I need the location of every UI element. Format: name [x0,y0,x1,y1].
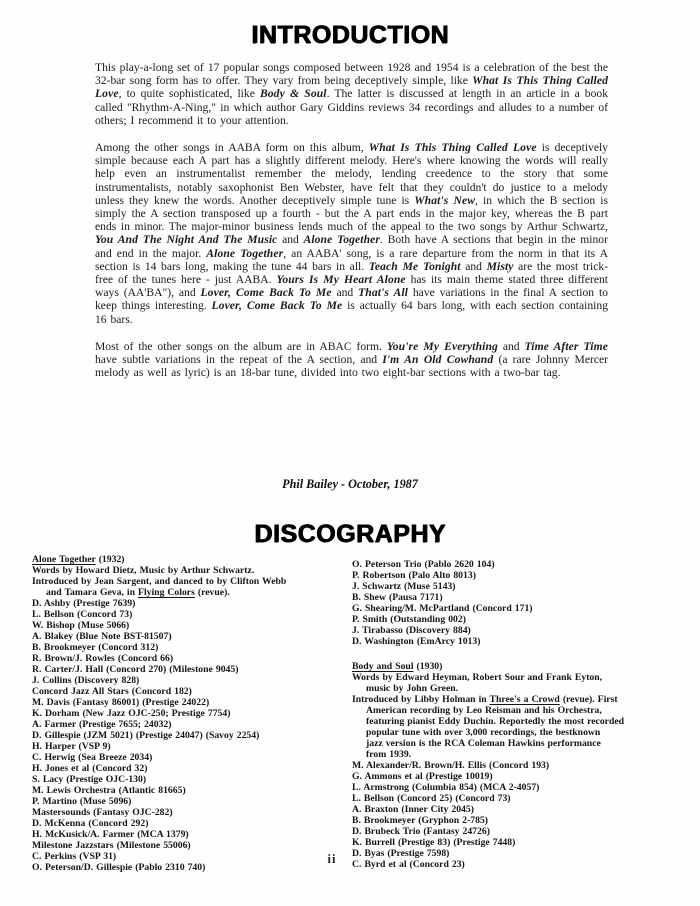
discography-entry: R. Brown/J. Rowles (Concord 66) [32,653,174,664]
song-title: That's All [358,286,408,300]
discography-entry: C. Herwig (Sea Breeze 2034) [32,752,153,763]
text-run: have variations in the final A section to keep things interesting. [95,286,608,313]
discography-entry: H. Harper (VSP 9) [32,741,111,752]
song-title: I'm An Old Cowhand [382,353,494,367]
text-run: popular tune with over 3,000 recordings, the bestknown [366,727,601,738]
text-run: from 1939. [366,749,412,760]
intro-paragraph [95,340,608,380]
section-spacer [352,647,674,661]
text-run: (1930) [413,661,443,672]
discography-entry: J. Schwartz (Muse 5143) [352,581,456,592]
text-run: , to quite sophisticated, like [118,87,260,101]
text-run: and Tamara Geva, in [46,587,139,598]
text-run: (revue). [194,587,230,598]
page-number: ii [327,852,337,866]
text-run: (revue). First [559,694,618,705]
text-run: American recording by Leo Reisman and his Orchestra, [366,705,602,716]
text-run: Among the other songs in AABA form on this album, [95,141,369,155]
text-run: Introduced by Libby Holman in [352,694,490,705]
discography-entry: D. Gillespie (JZM 5021) (Prestige 24047) (Savoy 2254) [32,730,260,741]
text-run: Words by Howard Dietz, Music by Arthur Schwartz. [32,565,255,576]
text-run: (1932) [95,554,125,565]
song-title: Alone Together [206,246,284,260]
discography-entry: L. Bellson (Concord 25) (Concord 73) [352,793,511,804]
song-title: Time After Time [524,339,608,353]
text-run: has its main theme stated three different ways (AA'BA"), and [95,273,609,300]
song-title: Yours Is My Heart Alone [276,273,406,287]
credit-line [352,749,674,760]
song-title: You're My Everything [386,339,498,353]
text-run: is deceptively simple because each A part has a slightly different melody. Here's where knowing the words will really help even an instrumentalist remember the melody, lending creedence to the story that some instrumentalists, notably saxophonist Ben Webster, have felt that they couldn't do justice to a melody unless they knew the words. Another deceptively simple tune is [95,141,608,207]
discography-entry: M. Alexander/R. Brown/H. Ellis (Concord 193) [352,760,550,771]
attribution-line: Phil Bailey - October, 1987 [282,477,418,491]
discography-entry: A. Braxton (Inner City 2045) [352,804,474,815]
discography-entry: B. Shew (Pausa 7171) [352,592,443,603]
discography-column-left [32,554,354,873]
text-run: music by John Green. [366,683,459,694]
intro-paragraph [95,141,608,326]
discography-entry: R. Carter/J. Hall (Concord 270) (Milestone 9045) [32,664,239,675]
discography-title: DISCOGRAPHY [254,520,446,548]
discography-entry: B. Brookmeyer (Concord 312) [32,642,159,653]
song-title: What Is This Thing Called Love [95,74,608,101]
discography-entry: H. McKusick/A. Farmer (MCA 1379) [32,829,189,840]
discography-entry: S. Lacy (Prestige OJC-130) [32,774,147,785]
discography-entry: M. Lewis Orchestra (Atlantic 81665) [32,785,186,796]
text-run: is actually 64 bars long, with each section containing 16 bars. [95,299,608,326]
discography-column-right [352,559,674,870]
underlined-title: Alone Together [32,554,96,565]
text-run: are the most trick-free of the tunes here - just AABA. [95,259,608,287]
discography-entry: Mastersounds (Fantasy OJC-282) [32,807,173,818]
discography-entry: W. Bishop (Muse 5066) [32,620,130,631]
credit-line [32,576,354,587]
discography-entry: O. Peterson Trio (Pablo 2620 104) [352,559,495,570]
discography-entry: L. Armstrong (Columbia 854) (MCA 2-4057) [352,782,540,793]
song-section-heading [32,554,354,565]
song-title: Misty [486,259,514,273]
discography-entry: Concord Jazz All Stars (Concord 182) [32,686,192,697]
discography-entry: P. Smith (Outstanding 002) [352,614,466,625]
text-run: This play-a-long set of 17 popular songs composed between 1928 and 1954 is a celebration of the best the 32-bar song form has to offer. They vary from being deceptively simple, like [95,61,608,88]
credit-line [352,738,674,749]
discography-entry: B. Brookmeyer (Gryphon 2-785) [352,815,488,826]
text-run: Introduced by Jean Sargent, and danced to by Clifton Webb [32,576,287,587]
discography-entry: O. Peterson/D. Gillespie (Pablo 2310 740) [32,862,206,873]
discography-entry: D. Ashby (Prestige 7639) [32,598,136,609]
text-run: (a rare Johnny Mercer melody as well as lyric) is an 18-bar tune, divided into two eight-bar sections with a two-bar tag. [95,353,608,380]
discography-entry: G. Ammons et al (Prestige 10019) [352,771,493,782]
credit-line [352,694,674,705]
song-title: What Is This Thing Called Love [368,141,537,155]
text-run: . The latter is discussed at length in an article in a book called "Rhythm-A-Ning," in which author Gary Giddins reviews 34 recordings and alludes to a number of others; I recommend it to your attention. [95,87,608,127]
discography-entry: D. Washington (EmArcy 1013) [352,636,481,647]
introduction-title: INTRODUCTION [251,21,449,49]
discography-entry: D. Brubeck Trio (Fantasy 24726) [352,826,490,837]
underlined-title: Three's a Crowd [489,694,560,705]
song-title: Alone Together [303,233,381,247]
song-title: You And The Night And The Music [95,233,278,247]
discography-entry: A. Farmer (Prestige 7655; 24032) [32,719,172,730]
text-run: and [331,286,359,300]
discography-entry: M. Davis (Fantasy 86001) (Prestige 24022) [32,697,210,708]
credit-line [352,716,674,727]
text-run: and [277,233,304,247]
discography-entry: C. Perkins (VSP 31) [32,851,117,862]
discography-entry: C. Byrd et al (Concord 23) [352,859,465,870]
song-title: Lover, Come Back To Me [200,286,332,300]
introduction-body [95,61,608,393]
underlined-title: Body and Soul [352,661,414,672]
discography-entry: L. Bellson (Concord 73) [32,609,133,620]
text-run: Words by Edward Heyman, Robert Sour and Frank Eyton, [352,672,603,683]
discography-entry: Milestone Jazzstars (Milestone 55006) [32,840,191,851]
text-run: , in which the B section is simply the A section transposed up a fourth - but the A part ends in the major key, whereas the B part ends in minor. The major-minor business lends much of the appeal to the two songs by Arthur Schwartz, [95,193,608,234]
credit-line [352,705,674,716]
text-run: Most of the other songs on the album are in ABAC form. [95,339,387,353]
song-section-heading [352,661,674,672]
underlined-title: Flying Colors [138,587,195,598]
credit-line [352,683,674,694]
discography-entry: H. Jones et al (Concord 32) [32,763,148,774]
text-run: and [460,259,487,273]
discography-entry: D. McKenna (Concord 292) [32,818,149,829]
text-run: have subtle variations in the repeat of the A section, and [95,353,383,367]
text-run: jazz version is the RCA Coleman Hawkins performance [366,738,601,749]
credit-line [352,727,674,738]
discography-entry: P. Martino (Muse 5096) [32,796,132,807]
text-run: and [497,339,525,353]
intro-paragraph [95,61,608,127]
song-title: Teach Me Tonight [368,259,461,273]
song-title: Body & Soul [259,87,327,101]
discography-entry: P. Robertson (Palo Alto 8013) [352,570,476,581]
song-title: Lover, Come Back To Me [211,299,343,313]
discography-entry: J. Collins (Discovery 828) [32,675,140,686]
credit-line [32,565,354,576]
text-run: featuring pianist Eddy Duchin. Reportedly the most recorded [366,716,625,727]
discography-entry: K. Burrell (Prestige 83) (Prestige 7448) [352,837,516,848]
discography-entry: J. Tirabasso (Discovery 884) [352,625,471,636]
discography-entry: A. Blakey (Blue Note BST-81507) [32,631,172,642]
text-run: , an AABA' song, is a rare departure from the norm in that its A section is 14 bars long, making the tune 44 bars in all. [95,246,608,273]
song-title: What's New [414,193,476,207]
discography-entry: G. Shearing/M. McPartland (Concord 171) [352,603,533,614]
discography-entry: K. Dorham (New Jazz OJC-250; Prestige 7754) [32,708,231,719]
credit-line [352,672,674,683]
credit-line [32,587,354,598]
text-run: . Both have A sections that begin in the minor and end in the major. [95,233,608,260]
discography-entry: D. Byas (Prestige 7598) [352,848,450,859]
